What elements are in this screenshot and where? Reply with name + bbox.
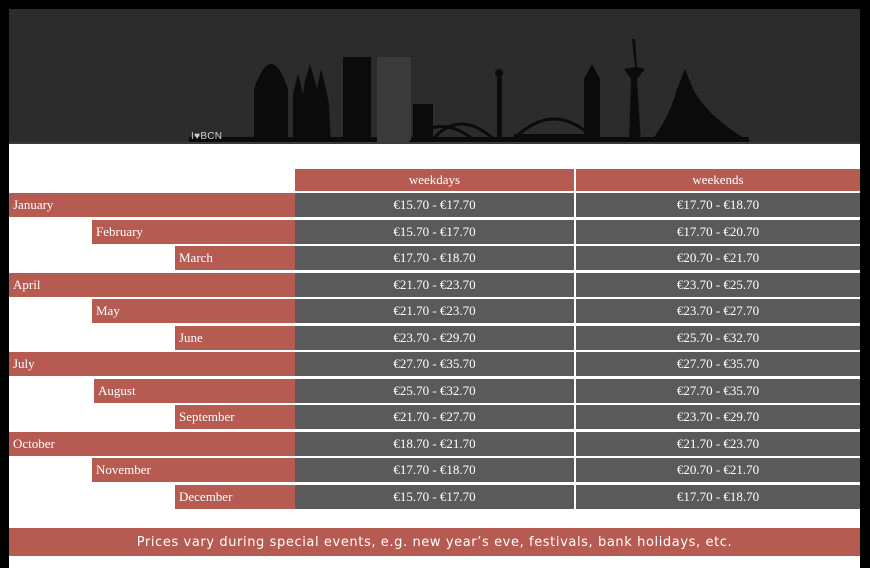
month-label: October (9, 432, 295, 456)
table-row (9, 273, 860, 297)
weekend-price: €25.70 - €32.70 (576, 326, 860, 350)
weekend-price: €20.70 - €21.70 (576, 246, 860, 270)
column-header-weekdays: weekdays (295, 169, 574, 191)
header-banner (9, 9, 860, 144)
weekend-price: €23.70 - €25.70 (576, 273, 860, 297)
weekday-price: €21.70 - €27.70 (295, 405, 574, 429)
barcelona-skyline-image (9, 9, 860, 144)
weekday-price: €23.70 - €29.70 (295, 326, 574, 350)
month-label: December (175, 485, 295, 509)
weekday-price: €21.70 - €23.70 (295, 273, 574, 297)
table-row (9, 485, 860, 509)
month-label: November (92, 458, 295, 482)
weekday-price: €27.70 - €35.70 (295, 352, 574, 376)
weekday-price: €25.70 - €32.70 (295, 379, 574, 403)
table-row (9, 193, 860, 217)
weekday-price: €17.70 - €18.70 (295, 246, 574, 270)
table-row (9, 299, 860, 323)
month-label: January (9, 193, 295, 217)
weekday-price: €21.70 - €23.70 (295, 299, 574, 323)
month-label: June (175, 326, 295, 350)
weekend-price: €17.70 - €18.70 (576, 485, 860, 509)
month-label: September (175, 405, 295, 429)
month-label: April (9, 273, 295, 297)
weekend-price: €20.70 - €21.70 (576, 458, 860, 482)
table-row (9, 352, 860, 376)
weekend-price: €17.70 - €20.70 (576, 220, 860, 244)
month-label: March (175, 246, 295, 270)
weekday-price: €15.70 - €17.70 (295, 485, 574, 509)
column-header-weekends: weekends (576, 169, 860, 191)
weekday-price: €17.70 - €18.70 (295, 458, 574, 482)
month-label: July (9, 352, 295, 376)
table-row (9, 246, 860, 270)
weekday-price: €15.70 - €17.70 (295, 220, 574, 244)
table-row (9, 405, 860, 429)
table-row (9, 379, 860, 403)
brand-logo-text: I♥BCN (191, 131, 223, 142)
table-row (9, 326, 860, 350)
special-events-note: Prices vary during special events, e.g. new year’s eve, festivals, bank holidays, etc. (9, 528, 860, 556)
weekend-price: €27.70 - €35.70 (576, 352, 860, 376)
weekend-price: €21.70 - €23.70 (576, 432, 860, 456)
table-row (9, 458, 860, 482)
table-row (9, 432, 860, 456)
weekend-price: €23.70 - €29.70 (576, 405, 860, 429)
month-label: February (92, 220, 295, 244)
month-label: May (92, 299, 295, 323)
weekday-price: €18.70 - €21.70 (295, 432, 574, 456)
weekday-price: €15.70 - €17.70 (295, 193, 574, 217)
weekend-price: €27.70 - €35.70 (576, 379, 860, 403)
page (9, 9, 860, 568)
table-row (9, 220, 860, 244)
weekend-price: €23.70 - €27.70 (576, 299, 860, 323)
month-label: August (94, 379, 295, 403)
weekend-price: €17.70 - €18.70 (576, 193, 860, 217)
